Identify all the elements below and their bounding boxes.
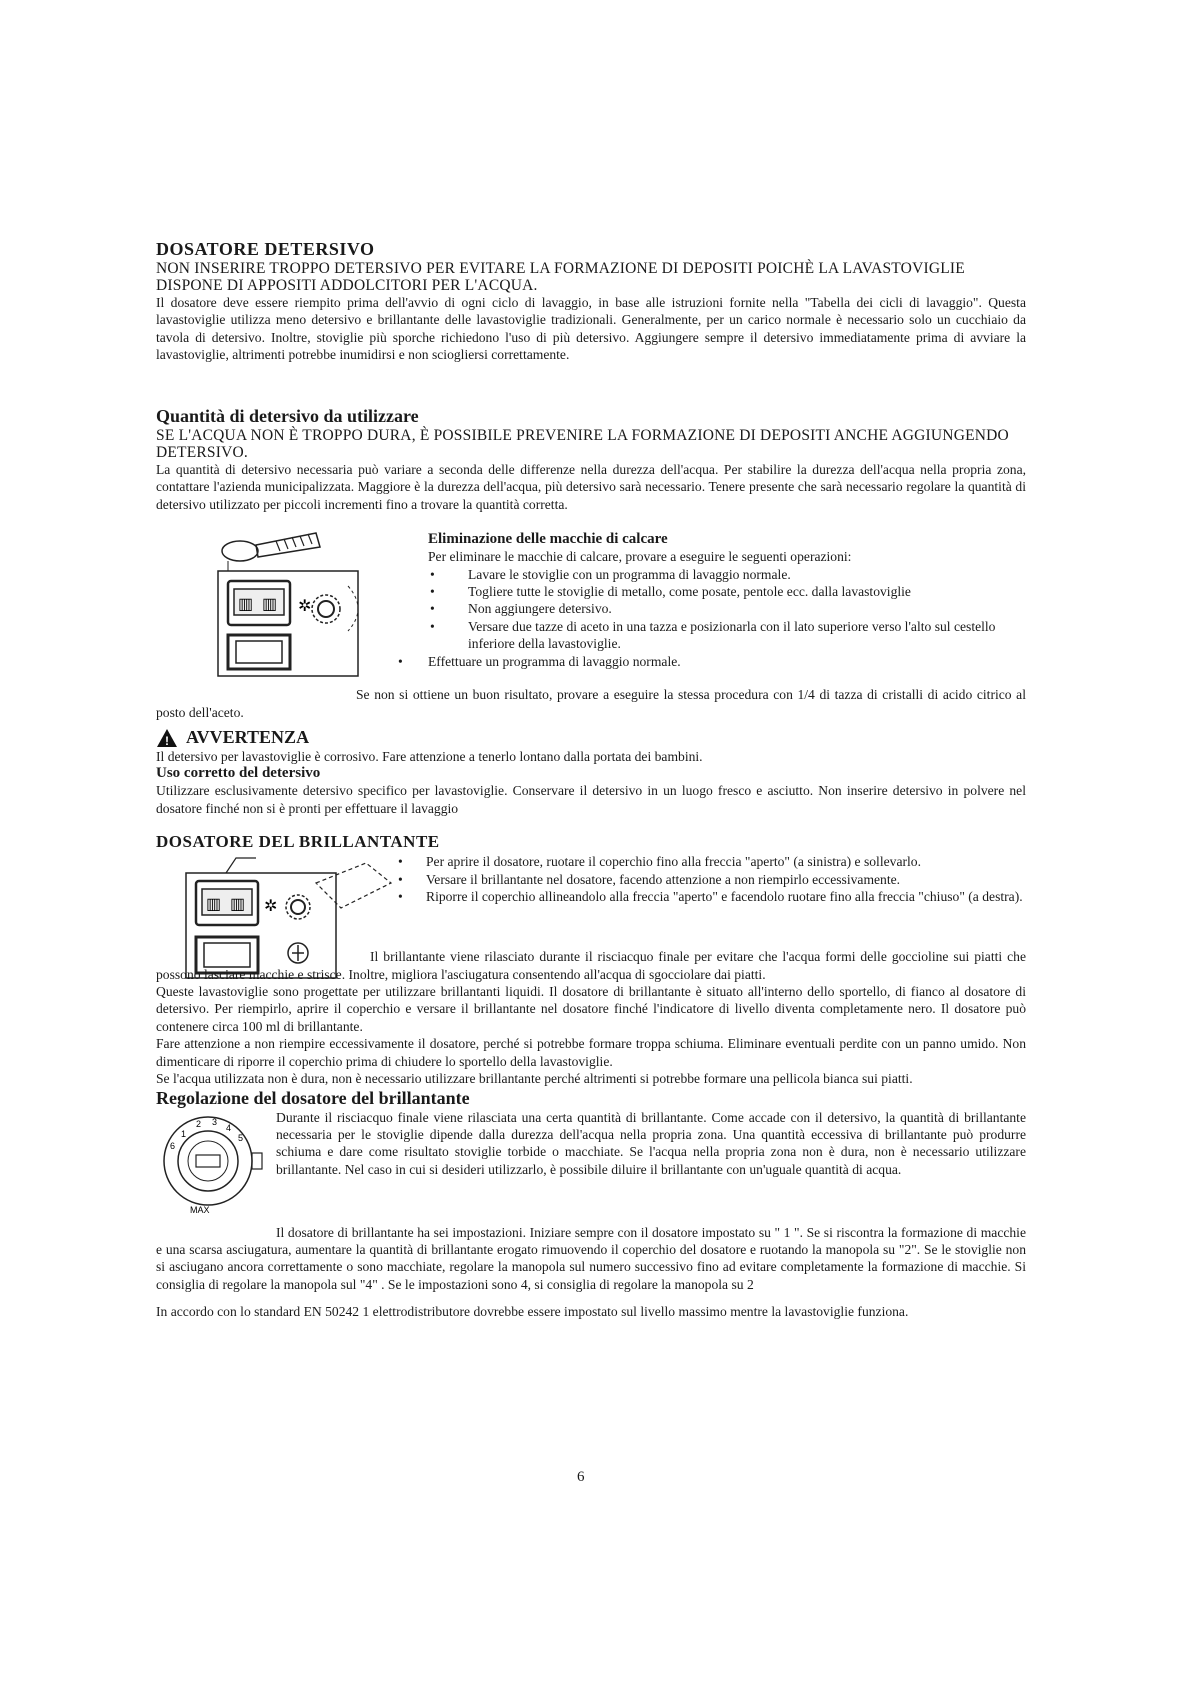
warning-exclamation: ! bbox=[165, 733, 169, 748]
paragraph: Il brillantante viene rilasciato durante il risciacquo finale per evitare che l'acqua formi delle goccioline sui piatti che possono lasciare macchie e strisce. Inoltre, migliora l'asciugatura consentendo all'acqua di sgocciolare dai piatti. bbox=[156, 949, 1026, 982]
section-rinse-aid bbox=[156, 831, 1026, 1087]
dial-digit: 4 bbox=[226, 1122, 232, 1133]
paragraph: Durante il risciacquo finale viene rilasciata una certa quantità di brillantante. Come accade con il detersivo, la quantità di brillantante necessaria per le stoviglie dipende dalla durezza dell'acqua nella propria zona. Una quantità eccessiva di brillantante può produrre schiuma e dare come risultato stoviglie torbide o macchiate. Se l'acqua nella propria zona non è dura, non è necessario utilizzare brillantante. Nel caso in cui si desideri utilizzarlo, è possibile diluire il brillantante con un'uguale quantità di acqua. bbox=[276, 1109, 1026, 1177]
steps-list bbox=[396, 853, 1026, 905]
list-item: • Togliere tutte le stoviglie di metallo, come posate, pentole ecc. dalla lavastoviglie bbox=[428, 583, 1026, 600]
panel-symbol-right: ▥ bbox=[262, 596, 278, 614]
dial-max-label: MAX bbox=[190, 1204, 210, 1215]
intro-line: Per eliminare le macchie di calcare, provare a eseguire le seguenti operazioni: bbox=[428, 549, 852, 565]
paragraph: Utilizzare esclusivamente detersivo specifico per lavastoviglie. Conservare il detersivo in un luogo fresco e asciutto. Non inserire detersivo in polvere nel dosatore finché non si è pronti per effettuare il lavaggio bbox=[156, 783, 1026, 816]
caps-warning: NON INSERIRE TROPPO DETERSIVO PER EVITARE LA FORMAZIONE DI DEPOSITI POICHÈ LA LAVASTOVIGLIE DISPONE DI APPOSITI ADDOLCITORI PER L'ACQUA. bbox=[156, 260, 965, 294]
paragraph: Se non si ottiene un buon risultato, provare a eseguire la stessa procedura con 1/4 di tazza di cristalli di acido citrico al posto dell'aceto. bbox=[156, 687, 1026, 720]
panel-symbol-right: ▥ bbox=[230, 896, 246, 914]
dial-digit: 2 bbox=[196, 1118, 202, 1129]
paragraph: Il dosatore deve essere riempito prima dell'avvio di ogni ciclo di lavaggio, in base alle istruzioni fornite nella "Tabella dei cicli di lavaggio". Questa lavastoviglie utilizza meno detersivo e brillantante delle lavastoviglie tradizionali. Generalmente, per un carico normale è necessario solo un cucchiaio da tavola di detersivo. Inoltre, stoviglie più sporche richiedono l'uso di più detersivo. Aggiungere sempre il detersivo immediatamente prima di avviare la lavastoviglie, altrimenti potrebbe inumidirsi e non sciogliersi correttamente. bbox=[156, 295, 1026, 363]
warning-text: Il detersivo per lavastoviglie è corrosivo. Fare attenzione a tenerlo lontano dalla portata dei bambini. bbox=[156, 749, 703, 765]
sun-icon: ✲ bbox=[298, 598, 312, 616]
section-title: Regolazione del dosatore del brillantante bbox=[156, 1087, 470, 1108]
limescale-text bbox=[398, 531, 1026, 686]
list-item: • Lavare le stoviglie con un programma di lavaggio normale. bbox=[428, 566, 1026, 583]
paragraph: In accordo con lo standard EN 50242 1 elettrodistributore dovrebbe essere impostato sul livello massimo mentre la lavastoviglie funziona. bbox=[156, 1304, 909, 1320]
caps-note: SE L'ACQUA NON È TROPPO DURA, È POSSIBILE PREVENIRE LA FORMAZIONE DI DEPOSITI ANCHE AGGIUNGENDO DETERSIVO. bbox=[156, 427, 1009, 461]
dial-digit: 1 bbox=[181, 1128, 187, 1139]
dial-digit: 6 bbox=[170, 1140, 176, 1151]
list-item: • Riporre il coperchio allineandolo alla freccia "aperto" e facendolo ruotare fino alla freccia "chiuso" (a destra). bbox=[396, 888, 1026, 905]
dial-digit: 3 bbox=[212, 1116, 218, 1127]
list-item: • Per aprire il dosatore, ruotare il coperchio fino alla freccia "aperto" (a sinistra) e sollevarlo. bbox=[396, 853, 1026, 870]
page-number: 6 bbox=[577, 1469, 585, 1485]
rinse-aid-dial-figure bbox=[156, 1109, 266, 1219]
list-item-text: Effettuare un programma di lavaggio normale. bbox=[428, 653, 681, 669]
dial-illustration bbox=[156, 1109, 276, 1224]
list-item: • Versare il brillantante nel dosatore, facendo attenzione a non riempirlo eccessivamente. bbox=[396, 871, 1026, 888]
section-rinse-aid-adjustment bbox=[156, 1088, 1026, 1321]
steps-list bbox=[428, 566, 1026, 653]
paragraph: Fare attenzione a non riempire eccessivamente il dosatore, perché si potrebbe formare troppa schiuma. Eliminare eventuali perdite con un panno umido. Non dimenticare di riporre il coperchio prima di chiudere lo sportello della lavastoviglie. bbox=[156, 1036, 1026, 1069]
section-title: DOSATORE DETERSIVO bbox=[156, 239, 375, 259]
paragraph: La quantità di detersivo necessaria può variare a seconda delle differenze nella durezza dell'acqua. Per stabilire la durezza dell'acqua nella propria zona, contattare l'azienda municipalizzata. Maggiore è la durezza dell'acqua, più detersivo sarà necessario. Tenere presente che sarà necessario regolare la quantità di detersivo utilizzato per piccoli incrementi fino a trovare la quantità corretta. bbox=[156, 462, 1026, 512]
warning-title: AVVERTENZA bbox=[186, 727, 310, 748]
section-title: Quantità di detersivo da utilizzare bbox=[156, 406, 419, 426]
paragraph: Queste lavastoviglie sono progettate per utilizzare brillantanti liquidi. Il dosatore di brillantante è situato all'interno dello sportello, di fianco al dosatore di detersivo. Per riempirlo, aprire il coperchio e versare il brillantante nel dosatore finché l'indicatore di livello diventa completamente nero. Il dosatore può contenere circa 100 ml di brillantante. bbox=[156, 984, 1026, 1034]
dial-digit: 5 bbox=[238, 1132, 244, 1143]
list-item: • Non aggiungere detersivo. bbox=[428, 600, 1026, 617]
section-limescale bbox=[156, 531, 1026, 721]
adjustment-text bbox=[276, 1109, 1026, 1224]
panel-symbol-left: ▥ bbox=[206, 896, 222, 914]
section-title: DOSATORE DEL BRILLANTANTE bbox=[156, 832, 440, 852]
paragraph: Il dosatore di brillantante ha sei impostazioni. Iniziare sempre con il dosatore impostato su " 1 ". Se si riscontra la formazione di macchie e una scarsa asciugatura, aumentare la quantità di brillantante erogato rimuovendo il coperchio del dosatore e ruotando la manopola su "2". Se le stoviglie non si asciugano ancora correttamente o sono macchiate, regolare la manopola sul numero successivo fino ad evitare completamente la formazione di macchie. Si consiglia di regolare la manopola sul "4" . Se le impostazioni sono 4, si consiglia di regolare la manopola su 2 bbox=[156, 1224, 1026, 1292]
section-detergent-dispenser bbox=[156, 238, 1026, 388]
list-item: • Versare due tazze di aceto in una tazza e posizionarla con il lato superiore verso l'alto sul cestello inferiore della lavastoviglie. bbox=[428, 618, 1026, 653]
paragraph: Se l'acqua utilizzata non è dura, non è necessario utilizzare brillantante perché altrimenti si potrebbe formare una pellicola bianca sui piatti. bbox=[156, 1071, 913, 1087]
manual-page bbox=[156, 238, 1026, 1321]
sun-icon: ✲ bbox=[264, 898, 278, 916]
warning-heading bbox=[156, 727, 1026, 748]
list-item-last: • Effettuare un programma di lavaggio normale. bbox=[398, 653, 681, 669]
section-detergent-quantity bbox=[156, 406, 1026, 513]
subsection-title: Uso corretto del detersivo bbox=[156, 765, 321, 782]
section-title: Eliminazione delle macchie di calcare bbox=[428, 531, 668, 548]
warning-triangle-icon bbox=[156, 728, 178, 748]
dispenser-figure bbox=[198, 531, 398, 681]
panel-symbol-left: ▥ bbox=[238, 596, 254, 614]
warning-block bbox=[156, 727, 1026, 817]
